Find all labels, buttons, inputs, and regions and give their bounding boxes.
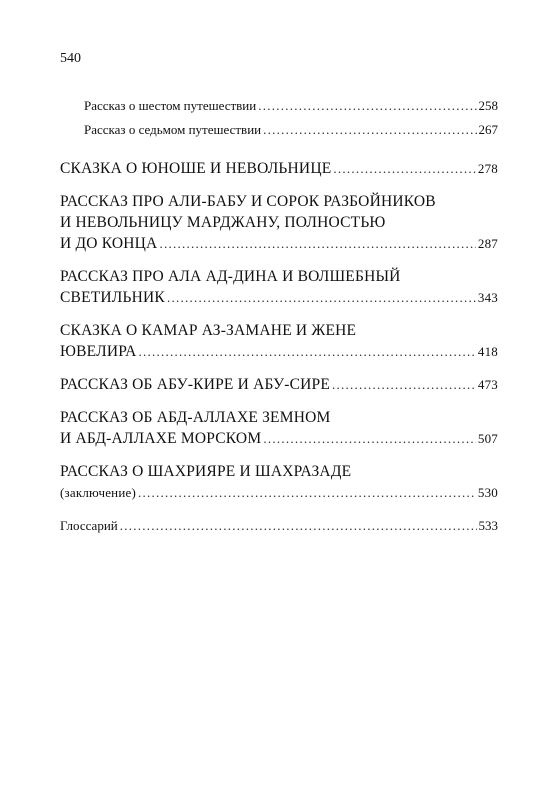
toc-entry	[60, 118, 498, 142]
toc-entry	[60, 94, 498, 118]
toc-entry	[60, 461, 498, 503]
dot-leader	[167, 287, 476, 308]
toc-entry	[60, 266, 498, 308]
dot-leader	[258, 94, 476, 118]
toc-entry-title-line: ЮВЕЛИРА	[60, 343, 137, 360]
toc-entry	[60, 320, 498, 362]
dot-leader	[120, 515, 477, 537]
toc-entry-page: 418	[477, 344, 498, 359]
toc-entry	[60, 407, 498, 449]
page-number: 540	[60, 51, 81, 66]
toc-entry-page: 343	[477, 290, 498, 305]
toc-entry-title: СКАЗКА О ЮНОШЕ И НЕВОЛЬНИЦЕ	[60, 160, 332, 177]
toc-entry-title: Рассказ о седьмом путешествии	[84, 122, 262, 137]
toc-entry-title-line: РАССКАЗ ПРО АЛА АД-ДИНА И ВОЛШЕБНЫЙ	[60, 268, 401, 285]
toc-entry-title-line: РАССКАЗ ПРО АЛИ-БАБУ И СОРОК РАЗБОЙНИКОВ	[60, 193, 436, 210]
toc-entry-page: 278	[477, 161, 498, 176]
toc-entry-page: 258	[478, 98, 498, 113]
toc-entry-title-line: СВЕТИЛЬНИК	[60, 289, 165, 306]
toc-entry-title-line: И НЕВОЛЬНИЦУ МАРДЖАНУ, ПОЛНОСТЬЮ	[60, 214, 386, 231]
toc-entry	[60, 191, 498, 254]
toc-entry	[60, 374, 498, 395]
toc-entry-page: 507	[477, 431, 498, 446]
toc-entry-page: 287	[477, 236, 498, 251]
toc-entry-page: 473	[477, 377, 498, 392]
toc-entry-title-line: РАССКАЗ О ШАХРИЯРЕ И ШАХРАЗАДЕ	[60, 463, 352, 480]
dot-leader	[138, 482, 476, 503]
toc-entry-page: 267	[478, 122, 498, 137]
toc-entry	[60, 515, 498, 537]
dot-leader	[263, 428, 476, 449]
toc-entry-page: 533	[478, 518, 498, 533]
toc-entry-title-line: (заключение)	[60, 485, 136, 500]
dot-leader	[138, 341, 475, 362]
dot-leader	[263, 118, 476, 142]
dot-leader	[159, 233, 475, 254]
toc-entry-page: 530	[477, 485, 498, 500]
toc-entry-title: Рассказ о шестом путешествии	[84, 98, 257, 113]
toc-entry-title: РАССКАЗ ОБ АБУ-КИРЕ И АБУ-СИРЕ	[60, 376, 331, 393]
toc-entry	[60, 158, 498, 179]
toc-entry-title: Глоссарий	[60, 518, 118, 533]
toc-entry-title-line: И АБД-АЛЛАХЕ МОРСКОМ	[60, 430, 262, 447]
toc-entry-title-line: СКАЗКА О КАМАР АЗ-ЗАМАНЕ И ЖЕНЕ	[60, 322, 357, 339]
dot-leader	[332, 374, 476, 395]
table-of-contents	[60, 94, 498, 537]
toc-entry-title-line: РАССКАЗ ОБ АБД-АЛЛАХЕ ЗЕМНОМ	[60, 409, 331, 426]
toc-entry-title-line: И ДО КОНЦА	[60, 235, 158, 252]
dot-leader	[333, 158, 476, 179]
